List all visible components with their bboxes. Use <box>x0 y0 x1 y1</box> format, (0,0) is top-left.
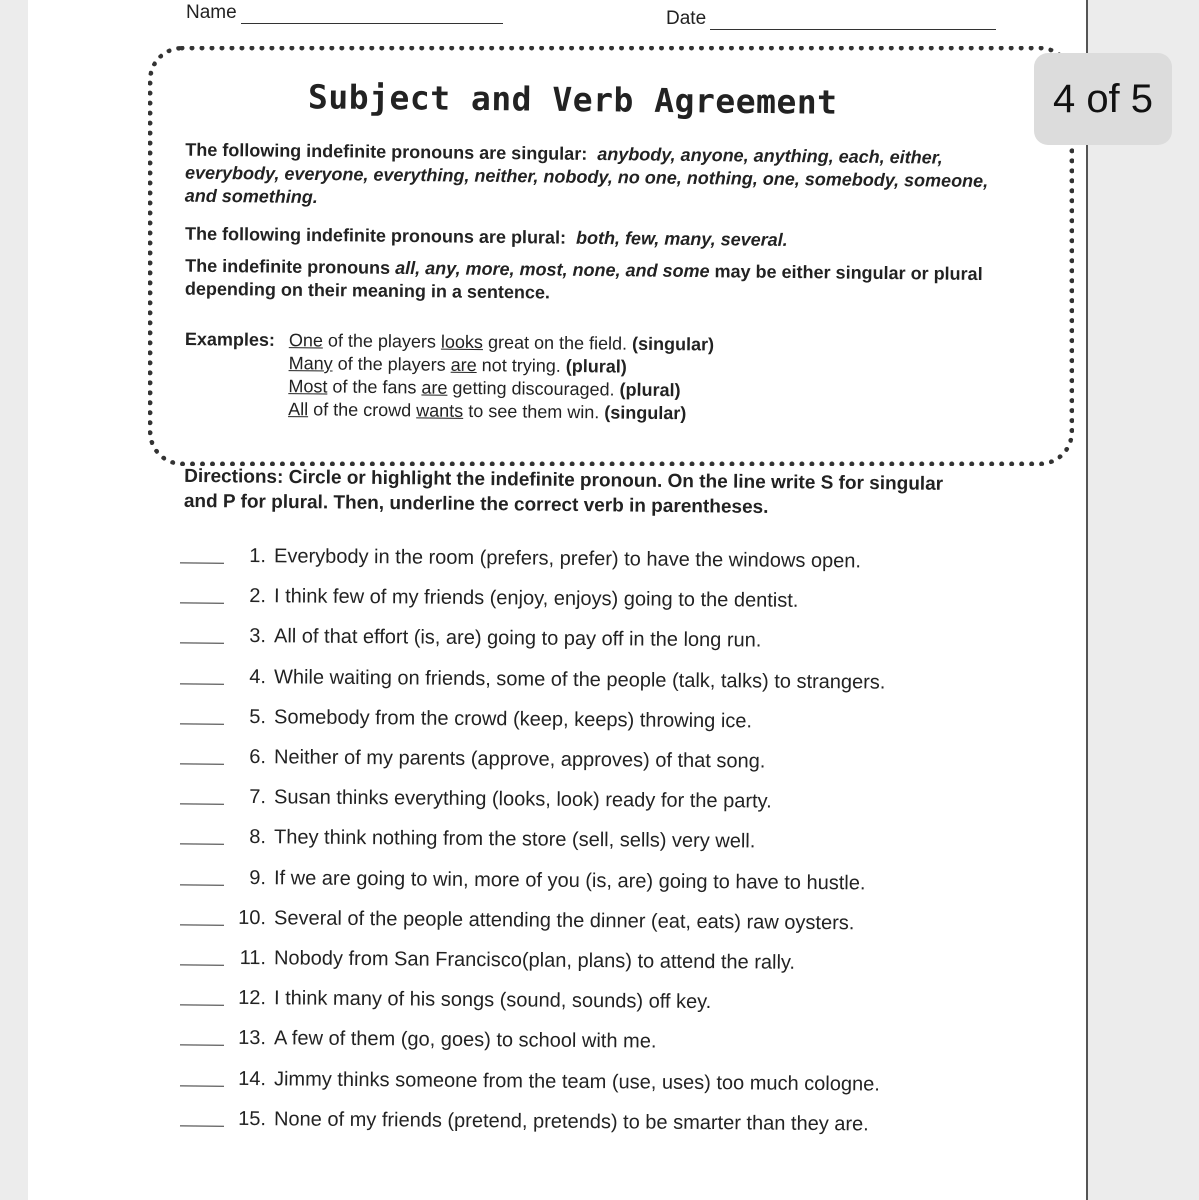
date-field <box>666 8 996 30</box>
question-number: 9. <box>249 866 267 889</box>
question-text: I think many of his songs (sound, sounds) off key. <box>273 987 712 1014</box>
example-pronoun: All <box>288 399 309 420</box>
question-text: Jimmy thinks someone from the team (use, uses) too much cologne. <box>273 1067 880 1096</box>
name-line <box>241 7 503 24</box>
example-rest: getting discouraged. <box>447 377 620 400</box>
question-item <box>180 946 1000 983</box>
question-text: None of my friends (pretend, pretends) to be smarter than they are. <box>273 1108 869 1136</box>
question-text: Nobody from San Francisco(plan, plans) to attend the rally. <box>273 947 796 974</box>
question-number: 8. <box>249 826 267 849</box>
name-label: Name <box>186 2 237 23</box>
question-item <box>180 987 1000 1024</box>
example-middle: of the crowd <box>308 399 417 421</box>
example-verb: are <box>450 354 477 376</box>
question-item <box>180 906 1000 943</box>
page-indicator-badge: 4 of 5 <box>1034 53 1172 145</box>
question-number: 5. <box>249 705 267 728</box>
date-label: Date <box>666 8 707 29</box>
example-pronoun: One <box>288 330 324 351</box>
question-item <box>180 866 1000 903</box>
question-number: 12. <box>238 987 267 1010</box>
worksheet-page <box>28 0 1088 1200</box>
example-verb: wants <box>416 400 464 421</box>
example-rest: not trying. <box>476 355 566 376</box>
question-item <box>180 786 1000 823</box>
example-number-tag: (plural) <box>565 355 627 377</box>
question-item <box>180 585 1000 622</box>
question-number: 6. <box>249 746 267 769</box>
question-number: 10. <box>238 906 267 929</box>
example-pronoun: Many <box>288 353 333 374</box>
either-rule-pre: The indefinite pronouns <box>185 255 391 278</box>
question-number: 11. <box>239 946 267 970</box>
question-number: 2. <box>249 585 267 608</box>
either-rule-post: may be either singular or plural depending on their meaning in a sentence. <box>184 261 983 303</box>
question-item <box>180 1067 1000 1104</box>
worksheet-title: Subject and Verb Agreement <box>307 77 838 122</box>
question-item <box>180 705 1000 742</box>
question-text: Neither of my parents (approve, approves) of that song. <box>273 746 766 773</box>
date-line <box>710 13 996 30</box>
question-item <box>180 1107 1000 1144</box>
question-number: 4. <box>249 665 267 688</box>
question-text: Susan thinks everything (looks, look) ready for the party. <box>273 786 772 813</box>
singular-pronoun-list: anybody, anyone, anything, each, either, everybody, everyone, everything, neither, nobody, no one, nothing, one, somebody, someone, and something. <box>184 143 989 208</box>
question-text: While waiting on friends, some of the people (talk, talks) to strangers. <box>273 665 886 694</box>
question-item <box>180 745 1000 782</box>
example-verb: looks <box>440 331 484 353</box>
example-middle: of the players <box>332 353 451 375</box>
question-item <box>180 544 1000 581</box>
example-middle: of the fans <box>327 376 422 398</box>
question-number: 13. <box>238 1027 267 1050</box>
example-pronoun: Most <box>288 376 328 397</box>
name-field <box>186 2 503 24</box>
question-number: 7. <box>249 786 267 809</box>
directions-text: Directions: Circle or highlight the indefinite pronoun. On the line write S for singular and P for plural. Then, underline the correct verb in parentheses. <box>183 465 944 518</box>
question-text: A few of them (go, goes) to school with me. <box>273 1027 657 1053</box>
question-item <box>180 625 1000 662</box>
question-number: 1. <box>249 545 267 568</box>
example-rest: great on the field. <box>482 332 633 354</box>
plural-pronoun-list: both, few, many, several. <box>575 227 788 250</box>
question-text: All of that effort (is, are) going to pay off in the long run. <box>273 625 762 652</box>
singular-rule <box>185 139 1016 217</box>
question-text: Somebody from the crowd (keep, keeps) throwing ice. <box>273 706 753 733</box>
either-pronoun-list: all, any, more, most, none, and some <box>395 257 710 282</box>
question-number: 14. <box>238 1067 267 1090</box>
plural-rule-lead: The following indefinite pronouns are plural: <box>184 223 567 248</box>
question-text: Everybody in the room (prefers, prefer) to have the windows open. <box>273 545 862 573</box>
example-number-tag: (plural) <box>619 379 681 401</box>
question-item <box>180 665 1000 702</box>
examples-label: Examples: <box>184 328 276 350</box>
question-text: If we are going to win, more of you (is, are) going to have to hustle. <box>273 866 866 894</box>
question-text: Several of the people attending the dinner (eat, eats) raw oysters. <box>273 907 855 935</box>
question-item <box>180 1027 1000 1064</box>
example-middle: of the players <box>322 330 442 352</box>
singular-rule-lead: The following indefinite pronouns are singular: <box>185 139 588 164</box>
question-number: 15. <box>238 1107 267 1130</box>
example-number-tag: (singular) <box>632 333 715 355</box>
question-item <box>180 826 1000 863</box>
question-text: They think nothing from the store (sell, sells) very well. <box>273 826 756 853</box>
question-number: 3. <box>249 625 267 648</box>
question-text: I think few of my friends (enjoy, enjoys) going to the dentist. <box>273 585 799 613</box>
example-rest: to see them win. <box>463 400 605 423</box>
example-verb: are <box>421 377 448 398</box>
example-sentence <box>288 398 686 425</box>
example-number-tag: (singular) <box>604 402 687 424</box>
either-rule <box>185 255 1015 310</box>
